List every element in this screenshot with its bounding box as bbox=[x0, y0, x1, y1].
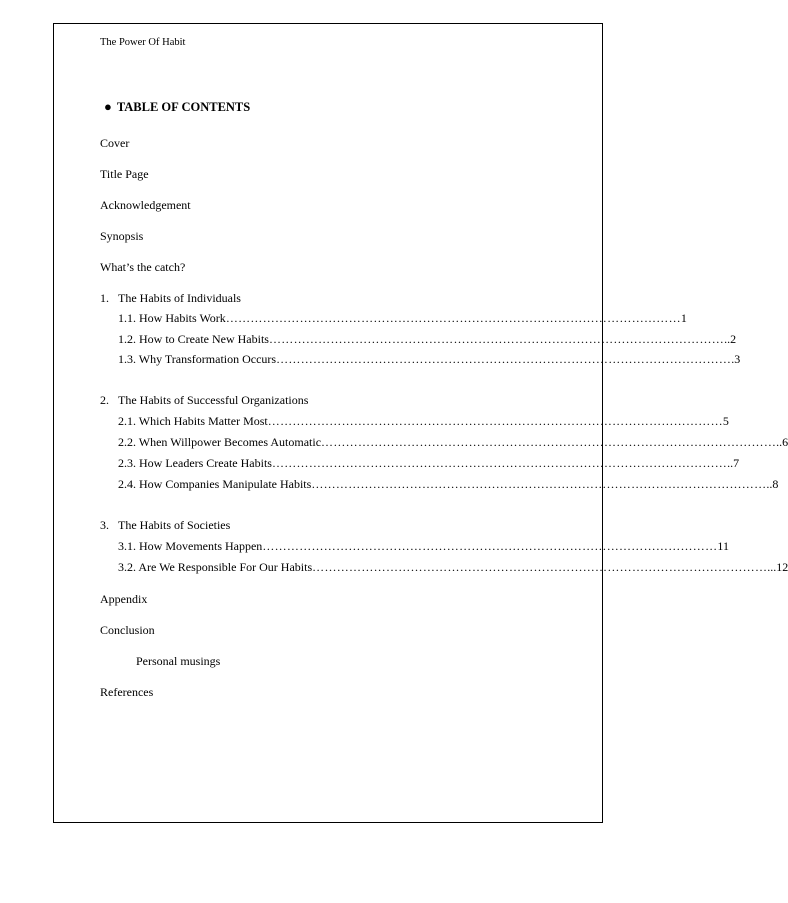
dot-leader: ………………………………………………………………………………………………… bbox=[271, 456, 728, 470]
section-title: The Habits of Successful Organizations bbox=[118, 393, 309, 407]
entry-label: 3.1. How Movements Happen bbox=[118, 539, 263, 553]
entry-label: 1.3. Why Transformation Occurs bbox=[118, 352, 277, 366]
entry-label: 2.4. How Companies Manipulate Habits bbox=[118, 477, 312, 491]
toc-entry-2-2[interactable] bbox=[118, 435, 788, 450]
dot-leader: ………………………………………………………………………………………………… bbox=[276, 352, 732, 366]
toc-item-conclusion[interactable]: Conclusion bbox=[100, 623, 155, 637]
entry-label: 3.2. Are We Responsible For Our Habits bbox=[118, 560, 313, 574]
entry-label: 2.3. How Leaders Create Habits bbox=[118, 456, 272, 470]
dot-leader: ………………………………………………………………………………………………… bbox=[321, 435, 777, 449]
entry-label: 1.2. How to Create New Habits bbox=[118, 332, 269, 346]
dot-leader: ………………………………………………………………………………………………… bbox=[312, 560, 768, 574]
toc-item-personal-musings[interactable]: Personal musings bbox=[136, 654, 221, 668]
section-title: The Habits of Societies bbox=[118, 518, 231, 532]
dot-leader: ………………………………………………………………………………………………… bbox=[267, 414, 723, 428]
entry-page: ..2 bbox=[724, 332, 737, 346]
toc-item-appendix[interactable]: Appendix bbox=[100, 592, 148, 606]
toc-entry-1-2[interactable] bbox=[118, 332, 737, 347]
section-number: 3. bbox=[100, 518, 109, 532]
entry-label: 2.2. When Willpower Becomes Automatic bbox=[118, 435, 322, 449]
entry-page: ..6 bbox=[776, 435, 788, 449]
dot-leader: ………………………………………………………………………………………………… bbox=[225, 311, 681, 325]
toc-item-cover[interactable]: Cover bbox=[100, 136, 130, 150]
toc-section-2[interactable] bbox=[100, 393, 308, 408]
section-number: 2. bbox=[100, 393, 109, 407]
toc-entry-1-3[interactable] bbox=[118, 352, 741, 367]
bullet-icon: ● bbox=[104, 99, 112, 114]
entry-page: ..8 bbox=[766, 477, 779, 491]
toc-entry-3-2[interactable] bbox=[118, 560, 788, 575]
toc-entry-2-4[interactable] bbox=[118, 477, 779, 492]
running-header: The Power Of Habit bbox=[100, 37, 186, 48]
toc-section-1[interactable] bbox=[100, 291, 241, 306]
toc-heading bbox=[104, 99, 250, 115]
toc-heading-text: TABLE OF CONTENTS bbox=[116, 100, 251, 114]
toc-entry-1-1[interactable] bbox=[118, 311, 687, 326]
entry-page: ..7 bbox=[727, 456, 740, 470]
entry-page: 11 bbox=[717, 539, 729, 553]
toc-item-title-page[interactable]: Title Page bbox=[100, 167, 149, 181]
section-title: The Habits of Individuals bbox=[118, 291, 241, 305]
entry-label: 1.1. How Habits Work bbox=[118, 311, 226, 325]
entry-page: .3 bbox=[731, 352, 741, 366]
toc-item-catch[interactable]: What’s the catch? bbox=[100, 260, 186, 274]
toc-entry-2-1[interactable] bbox=[118, 414, 729, 429]
toc-item-synopsis[interactable]: Synopsis bbox=[100, 229, 144, 243]
dot-leader: ………………………………………………………………………………………………… bbox=[268, 332, 725, 346]
toc-item-references[interactable]: References bbox=[100, 685, 154, 699]
toc-section-3[interactable] bbox=[100, 518, 230, 533]
dot-leader: ………………………………………………………………………………………………… bbox=[311, 477, 767, 491]
toc-entry-2-3[interactable] bbox=[118, 456, 740, 471]
section-number: 1. bbox=[100, 291, 109, 305]
entry-page: 5 bbox=[722, 414, 729, 428]
toc-item-acknowledgement[interactable]: Acknowledgement bbox=[100, 198, 191, 212]
entry-label: 2.1. Which Habits Matter Most bbox=[118, 414, 268, 428]
entry-page: ...12 bbox=[767, 560, 788, 574]
toc-entry-3-1[interactable] bbox=[118, 539, 729, 554]
entry-page: 1 bbox=[680, 311, 687, 325]
dot-leader: ………………………………………………………………………………………………… bbox=[262, 539, 718, 553]
